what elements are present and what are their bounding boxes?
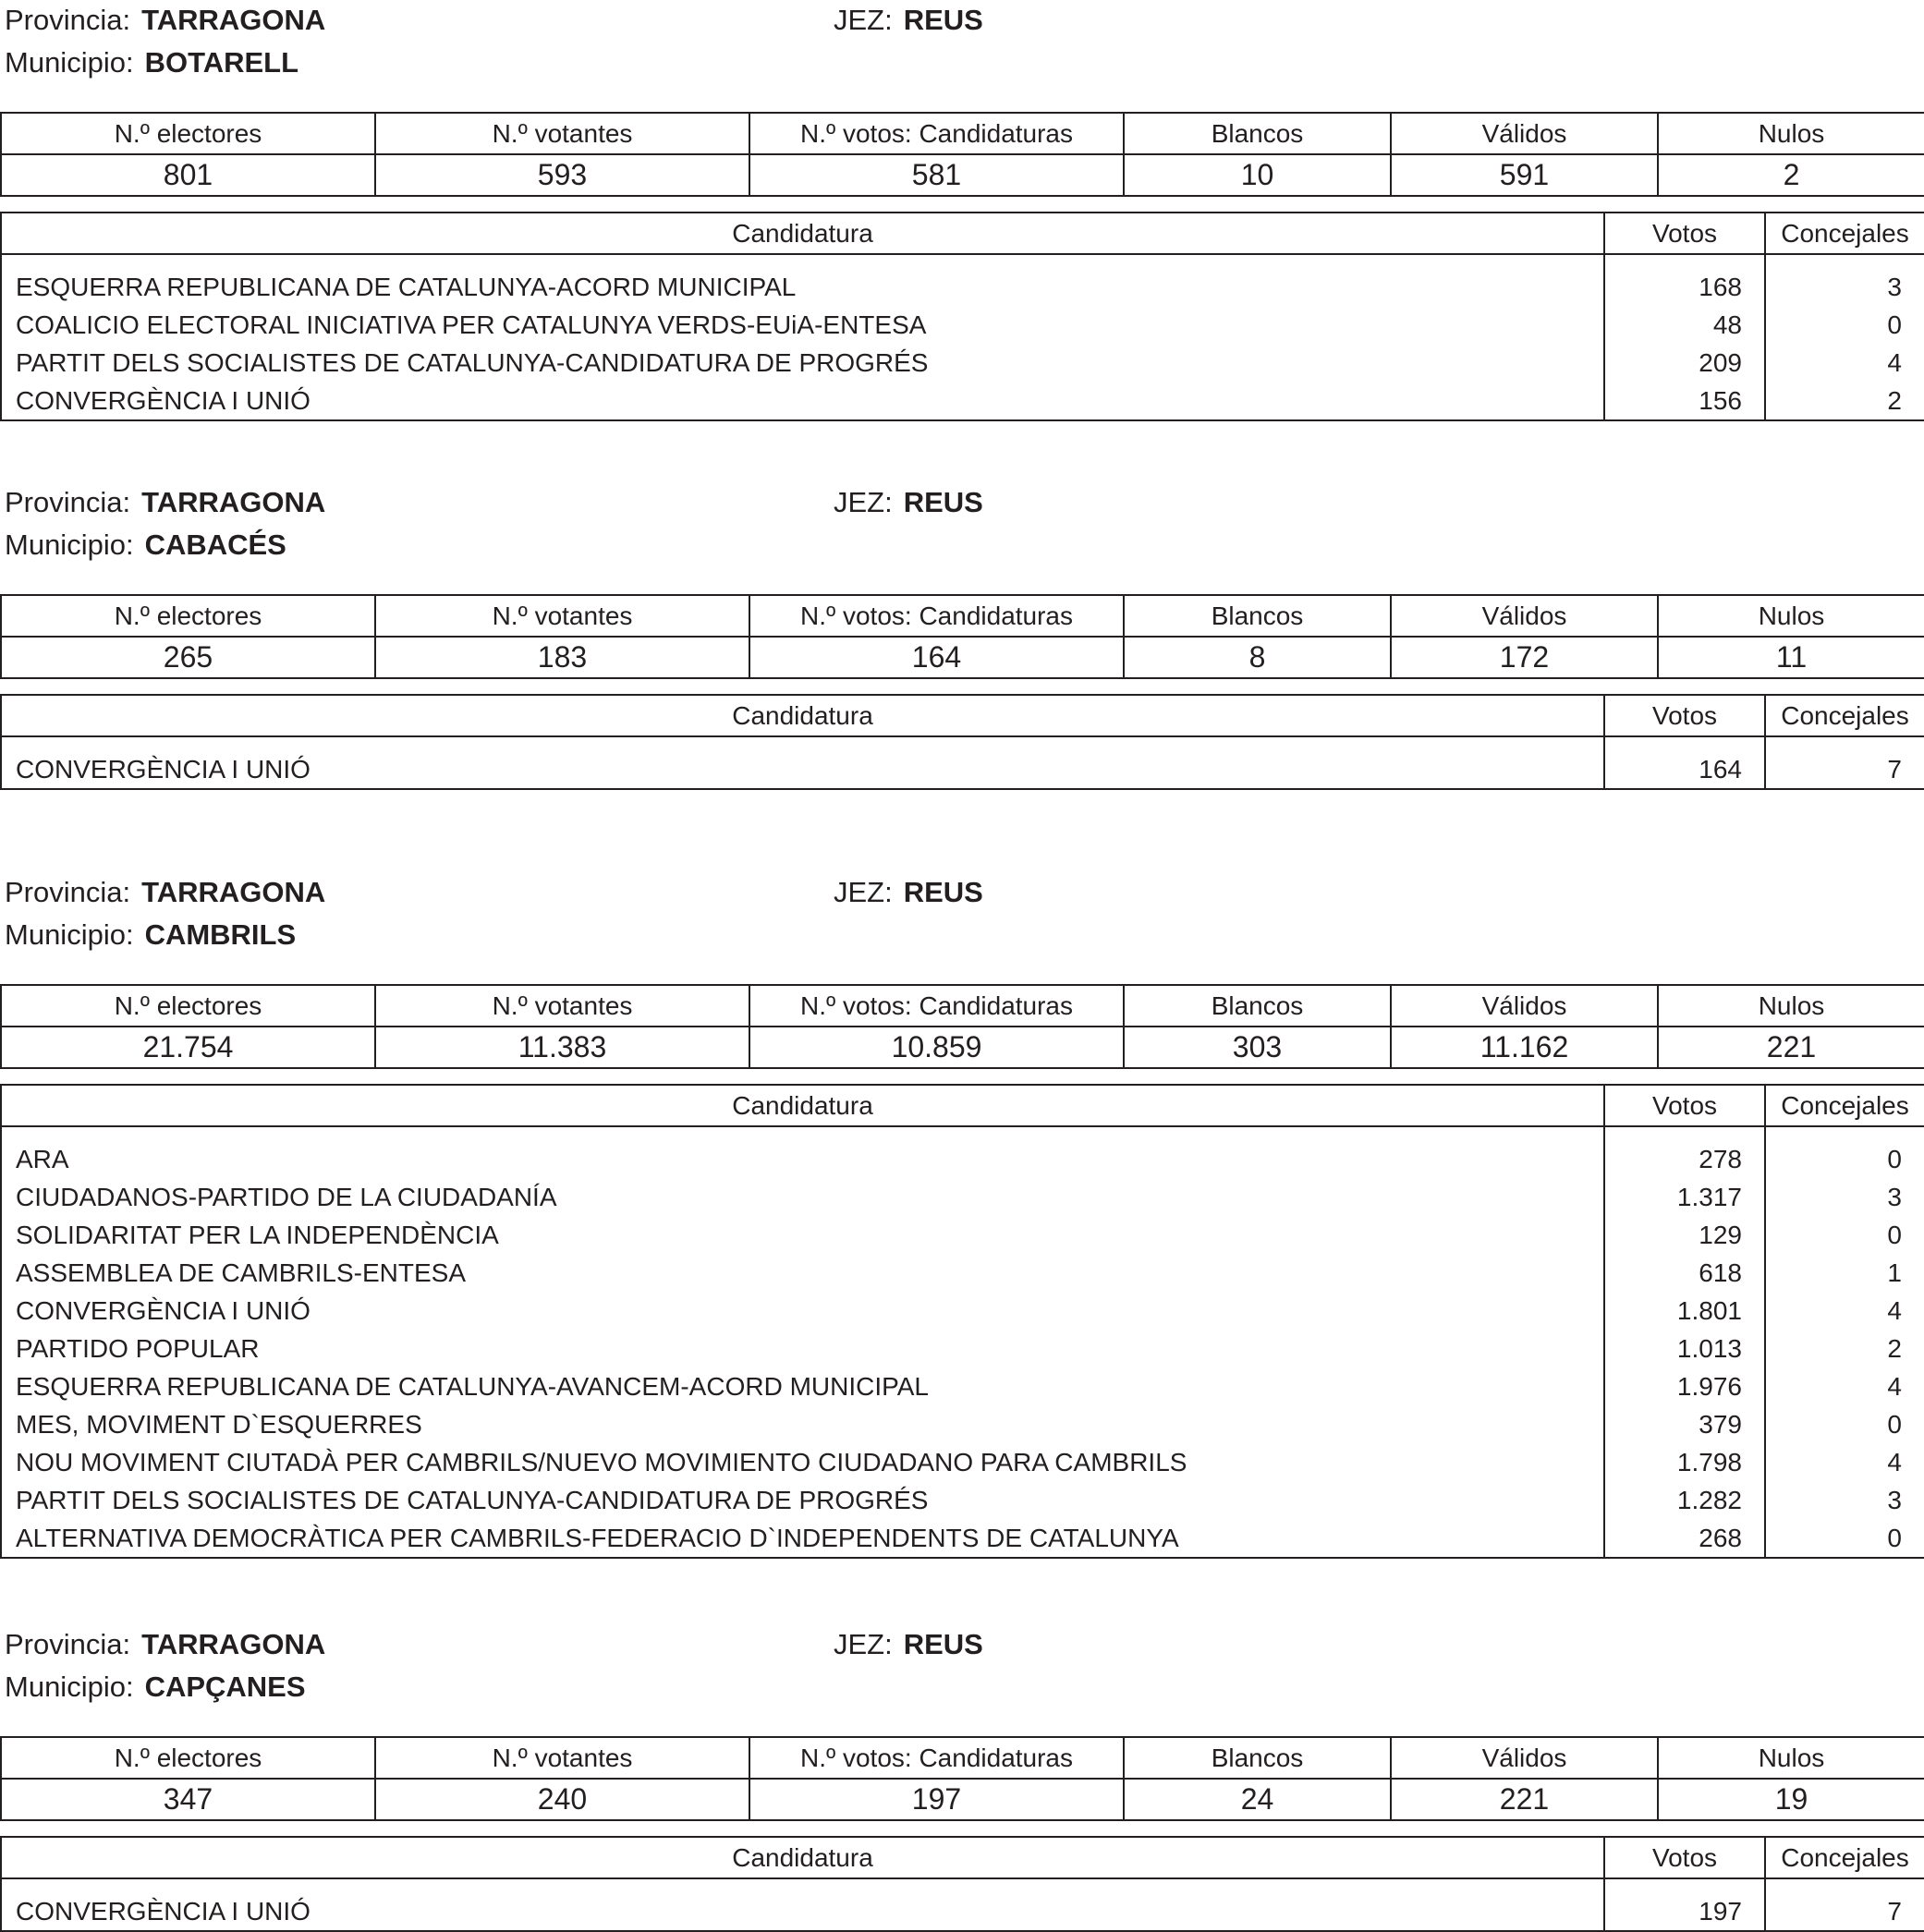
- candidatura-row: [1, 1292, 1924, 1330]
- stats-value-cell: 265: [1, 637, 375, 678]
- jez-label: JEZ:: [834, 876, 893, 908]
- candidatura-row: [1, 254, 1924, 306]
- candidatura-row: [1, 1330, 1924, 1367]
- jez-value: REUS: [903, 876, 983, 908]
- provincia-label: Provincia:: [5, 486, 131, 518]
- stats-header-row: [1, 595, 1924, 637]
- stats-value-row: [1, 637, 1924, 678]
- stats-header-cell: N.º electores: [1, 113, 375, 154]
- stats-value-cell: 221: [1658, 1027, 1924, 1068]
- stats-header-cell: Nulos: [1658, 595, 1924, 637]
- candidatura-row: [1, 1367, 1924, 1405]
- provincia-value: TARRAGONA: [141, 486, 326, 518]
- stats-value-cell: 593: [375, 154, 749, 196]
- concejales-header: Concejales: [1765, 213, 1924, 254]
- municipio-value: BOTARELL: [144, 46, 299, 79]
- candidatura-name: CIUDADANOS-PARTIDO DE LA CIUDADANÍA: [16, 1182, 557, 1211]
- stats-header-cell: N.º votantes: [375, 113, 749, 154]
- stats-header-cell: Válidos: [1391, 113, 1658, 154]
- candidaturas-table: [0, 1836, 1924, 1932]
- candidatura-name: COALICIO ELECTORAL INICIATIVA PER CATALUNYA VERDS-EUiA-ENTESA: [16, 310, 927, 339]
- votos-header: Votos: [1604, 1837, 1765, 1878]
- candidatura-name: CONVERGÈNCIA I UNIÓ: [16, 1295, 311, 1325]
- candidatura-concejales: 7: [1765, 1878, 1924, 1931]
- municipio-value: CABACÉS: [144, 529, 286, 561]
- candidatura-row: [1, 344, 1924, 382]
- municipio-value: CAPÇANES: [144, 1671, 306, 1703]
- candidatura-name: PARTIDO POPULAR: [16, 1333, 260, 1363]
- candidaturas-header-row: [1, 1085, 1924, 1126]
- stats-header-cell: N.º votos: Candidaturas: [749, 1737, 1124, 1779]
- stats-header-cell: N.º votantes: [375, 595, 749, 637]
- stats-header-cell: Nulos: [1658, 1737, 1924, 1779]
- provincia-value: TARRAGONA: [141, 1628, 326, 1660]
- stats-value-row: [1, 1779, 1924, 1820]
- stats-header-cell: Blancos: [1124, 595, 1391, 637]
- stats-value-cell: 221: [1391, 1779, 1658, 1820]
- candidatura-concejales: 2: [1765, 382, 1924, 420]
- jez-line: [834, 1628, 983, 1661]
- stats-header-cell: N.º votantes: [375, 985, 749, 1027]
- candidatura-concejales: 0: [1765, 1405, 1924, 1443]
- candidatura-concejales: 4: [1765, 344, 1924, 382]
- candidatura-row: [1, 306, 1924, 344]
- stats-value-cell: 581: [749, 154, 1124, 196]
- candidatura-concejales: 2: [1765, 1330, 1924, 1367]
- provincia-value: TARRAGONA: [141, 4, 326, 36]
- candidatura-row: [1, 1481, 1924, 1519]
- stats-header-cell: Blancos: [1124, 113, 1391, 154]
- stats-header-cell: Válidos: [1391, 595, 1658, 637]
- candidatura-name: ARA: [16, 1144, 69, 1173]
- candidaturas-table: [0, 694, 1924, 790]
- candidatura-row: [1, 1254, 1924, 1292]
- stats-value-cell: 10.859: [749, 1027, 1124, 1068]
- stats-header-cell: Blancos: [1124, 985, 1391, 1027]
- candidatura-concejales: 4: [1765, 1292, 1924, 1330]
- candidatura-votos: 1.801: [1604, 1292, 1765, 1330]
- stats-table: [0, 594, 1924, 679]
- candidatura-row: [1, 736, 1924, 789]
- stats-header-cell: N.º electores: [1, 1737, 375, 1779]
- stats-value-cell: 347: [1, 1779, 375, 1820]
- candidatura-concejales: 0: [1765, 1519, 1924, 1558]
- candidatura-concejales: 7: [1765, 736, 1924, 789]
- stats-header-cell: Blancos: [1124, 1737, 1391, 1779]
- stats-table: [0, 112, 1924, 197]
- candidatura-name: CONVERGÈNCIA I UNIÓ: [16, 1896, 311, 1926]
- municipio-line: [5, 529, 286, 562]
- municipio-label: Municipio:: [5, 529, 134, 561]
- candidatura-votos: 1.013: [1604, 1330, 1765, 1367]
- jez-label: JEZ:: [834, 486, 893, 518]
- jez-value: REUS: [903, 4, 983, 36]
- stats-value-cell: 10: [1124, 154, 1391, 196]
- candidatura-concejales: 0: [1765, 1216, 1924, 1254]
- candidatura-votos: 168: [1604, 254, 1765, 306]
- provincia-line: [5, 486, 325, 519]
- stats-value-row: [1, 1027, 1924, 1068]
- jez-label: JEZ:: [834, 4, 893, 36]
- municipio-label: Municipio:: [5, 46, 134, 79]
- stats-value-cell: 303: [1124, 1027, 1391, 1068]
- stats-value-cell: 183: [375, 637, 749, 678]
- stats-value-cell: 2: [1658, 154, 1924, 196]
- stats-value-cell: 172: [1391, 637, 1658, 678]
- stats-value-cell: 8: [1124, 637, 1391, 678]
- provincia-line: [5, 4, 325, 37]
- candidatura-row: [1, 1126, 1924, 1178]
- candidatura-votos: 48: [1604, 306, 1765, 344]
- stats-value-cell: 197: [749, 1779, 1124, 1820]
- candidatura-row: [1, 1443, 1924, 1481]
- candidatura-row: [1, 1519, 1924, 1558]
- concejales-header: Concejales: [1765, 695, 1924, 736]
- candidatura-name: ASSEMBLEA DE CAMBRILS-ENTESA: [16, 1258, 467, 1287]
- candidatura-row: [1, 1405, 1924, 1443]
- stats-header-cell: Válidos: [1391, 1737, 1658, 1779]
- candidatura-header: Candidatura: [1, 213, 1604, 254]
- candidatura-name: ESQUERRA REPUBLICANA DE CATALUNYA-ACORD MUNICIPAL: [16, 272, 797, 301]
- jez-line: [834, 4, 983, 37]
- candidatura-name: MES, MOVIMENT D`ESQUERRES: [16, 1409, 422, 1439]
- stats-table: [0, 1736, 1924, 1821]
- stats-header-cell: N.º votantes: [375, 1737, 749, 1779]
- candidatura-votos: 129: [1604, 1216, 1765, 1254]
- provincia-line: [5, 1628, 325, 1661]
- candidatura-concejales: 3: [1765, 254, 1924, 306]
- stats-header-cell: Válidos: [1391, 985, 1658, 1027]
- stats-value-row: [1, 154, 1924, 196]
- candidatura-name: ALTERNATIVA DEMOCRÀTICA PER CAMBRILS-FEDERACIO D`INDEPENDENTS DE CATALUNYA: [16, 1523, 1179, 1552]
- provincia-label: Provincia:: [5, 876, 131, 908]
- provincia-value: TARRAGONA: [141, 876, 326, 908]
- stats-value-cell: 11: [1658, 637, 1924, 678]
- candidatura-votos: 164: [1604, 736, 1765, 789]
- jez-label: JEZ:: [834, 1628, 893, 1660]
- jez-line: [834, 486, 983, 519]
- stats-header-cell: N.º votos: Candidaturas: [749, 985, 1124, 1027]
- candidatura-row: [1, 1178, 1924, 1216]
- candidatura-row: [1, 1878, 1924, 1931]
- candidatura-header: Candidatura: [1, 695, 1604, 736]
- stats-value-cell: 591: [1391, 154, 1658, 196]
- stats-value-cell: 11.383: [375, 1027, 749, 1068]
- provincia-label: Provincia:: [5, 1628, 131, 1660]
- stats-table: [0, 984, 1924, 1069]
- candidatura-votos: 618: [1604, 1254, 1765, 1292]
- municipio-label: Municipio:: [5, 918, 134, 951]
- jez-value: REUS: [903, 486, 983, 518]
- jez-line: [834, 876, 983, 909]
- candidatura-votos: 197: [1604, 1878, 1765, 1931]
- candidatura-votos: 278: [1604, 1126, 1765, 1178]
- candidatura-concejales: 1: [1765, 1254, 1924, 1292]
- candidatura-votos: 379: [1604, 1405, 1765, 1443]
- candidatura-name: PARTIT DELS SOCIALISTES DE CATALUNYA-CANDIDATURA DE PROGRÉS: [16, 1485, 929, 1514]
- concejales-header: Concejales: [1765, 1085, 1924, 1126]
- stats-value-cell: 24: [1124, 1779, 1391, 1820]
- provincia-line: [5, 876, 325, 909]
- votos-header: Votos: [1604, 695, 1765, 736]
- municipio-value: CAMBRILS: [144, 918, 297, 951]
- stats-value-cell: 801: [1, 154, 375, 196]
- candidaturas-table: [0, 212, 1924, 421]
- jez-value: REUS: [903, 1628, 983, 1660]
- municipio-line: [5, 46, 298, 79]
- stats-value-cell: 164: [749, 637, 1124, 678]
- candidatura-name: CONVERGÈNCIA I UNIÓ: [16, 385, 311, 415]
- candidatura-name: ESQUERRA REPUBLICANA DE CATALUNYA-AVANCEM-ACORD MUNICIPAL: [16, 1371, 929, 1401]
- stats-header-row: [1, 113, 1924, 154]
- stats-header-cell: N.º electores: [1, 595, 375, 637]
- candidatura-votos: 1.798: [1604, 1443, 1765, 1481]
- candidaturas-table: [0, 1084, 1924, 1559]
- stats-header-cell: Nulos: [1658, 985, 1924, 1027]
- stats-value-cell: 11.162: [1391, 1027, 1658, 1068]
- candidatura-votos: 156: [1604, 382, 1765, 420]
- stats-value-cell: 240: [375, 1779, 749, 1820]
- stats-value-cell: 21.754: [1, 1027, 375, 1068]
- votos-header: Votos: [1604, 1085, 1765, 1126]
- stats-header-cell: N.º votos: Candidaturas: [749, 113, 1124, 154]
- candidatura-name: SOLIDARITAT PER LA INDEPENDÈNCIA: [16, 1220, 499, 1249]
- concejales-header: Concejales: [1765, 1837, 1924, 1878]
- candidaturas-header-row: [1, 213, 1924, 254]
- candidatura-name: CONVERGÈNCIA I UNIÓ: [16, 754, 311, 784]
- municipio-label: Municipio:: [5, 1671, 134, 1703]
- stats-header-row: [1, 985, 1924, 1027]
- candidatura-concejales: 3: [1765, 1178, 1924, 1216]
- candidatura-concejales: 4: [1765, 1443, 1924, 1481]
- candidatura-row: [1, 1216, 1924, 1254]
- municipio-line: [5, 1671, 306, 1704]
- candidatura-row: [1, 382, 1924, 420]
- candidatura-concejales: 3: [1765, 1481, 1924, 1519]
- candidaturas-header-row: [1, 695, 1924, 736]
- candidatura-name: PARTIT DELS SOCIALISTES DE CATALUNYA-CANDIDATURA DE PROGRÉS: [16, 347, 929, 377]
- candidatura-header: Candidatura: [1, 1837, 1604, 1878]
- candidatura-votos: 1.317: [1604, 1178, 1765, 1216]
- candidatura-concejales: 0: [1765, 306, 1924, 344]
- candidatura-votos: 1.282: [1604, 1481, 1765, 1519]
- candidatura-votos: 268: [1604, 1519, 1765, 1558]
- stats-header-cell: N.º votos: Candidaturas: [749, 595, 1124, 637]
- stats-header-cell: N.º electores: [1, 985, 375, 1027]
- candidatura-concejales: 0: [1765, 1126, 1924, 1178]
- candidaturas-header-row: [1, 1837, 1924, 1878]
- candidatura-votos: 1.976: [1604, 1367, 1765, 1405]
- stats-value-cell: 19: [1658, 1779, 1924, 1820]
- candidatura-name: NOU MOVIMENT CIUTADÀ PER CAMBRILS/NUEVO MOVIMIENTO CIUDADANO PARA CAMBRILS: [16, 1447, 1187, 1476]
- provincia-label: Provincia:: [5, 4, 131, 36]
- municipio-line: [5, 918, 296, 952]
- candidatura-votos: 209: [1604, 344, 1765, 382]
- votos-header: Votos: [1604, 213, 1765, 254]
- candidatura-concejales: 4: [1765, 1367, 1924, 1405]
- stats-header-row: [1, 1737, 1924, 1779]
- candidatura-header: Candidatura: [1, 1085, 1604, 1126]
- stats-header-cell: Nulos: [1658, 113, 1924, 154]
